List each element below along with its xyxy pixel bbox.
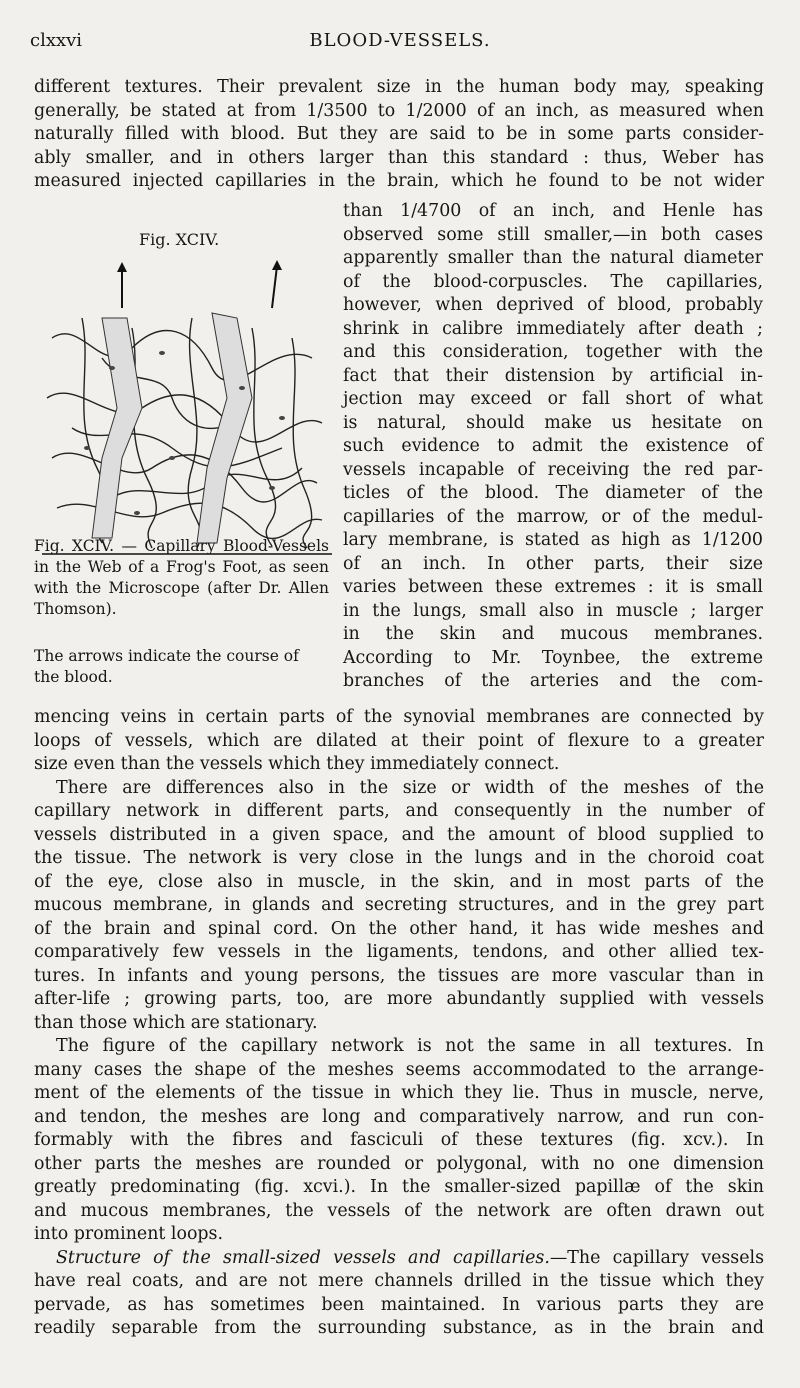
body-text	[34, 706, 764, 1341]
text-line: formably with the fibres and fasciculi of these textures (fig. xcv.). In	[34, 1130, 764, 1150]
paragraph-heading-line	[34, 1247, 764, 1271]
text-line: fact that their distension by artificial in-	[343, 365, 763, 386]
page-number: clxxvi	[30, 30, 83, 51]
text-line: ably smaller, and in others larger than this standard : thus, Weber has	[34, 147, 764, 168]
italic-run-in-heading: Structure of the small-sized vessels and capillaries.	[56, 1247, 550, 1268]
text-line: According to Mr. Toynbee, the extreme	[343, 647, 763, 668]
text-line: into prominent loops.	[34, 1224, 224, 1244]
text-line: ticles of the blood. The diameter of the	[343, 483, 763, 503]
text-line: readily separable from the surrounding substance, as in the brain and	[34, 1318, 764, 1338]
text-line: such evidence to admit the existence of	[343, 436, 763, 456]
text-line: vessels incapable of receiving the red par-	[343, 459, 763, 480]
text-line: measured injected capillaries in the brain, which he found to be not wider	[34, 171, 764, 191]
text-line: observed some still smaller,—in both cases	[343, 224, 763, 245]
text-line: varies between these extremes : it is small	[343, 577, 763, 597]
text-line: tures. In infants and young persons, the tissues are more vascular than in	[34, 965, 764, 986]
text-line: comparatively few vessels in the ligaments, tendons, and other allied tex-	[34, 942, 764, 962]
text-line: of the brain and spinal cord. On the other hand, it has wide meshes and	[34, 918, 764, 939]
text-line: capillaries of the marrow, or of the medul-	[343, 506, 763, 527]
text-line: generally, be stated at from 1/3500 to 1/2000 of an inch, as measured when	[34, 100, 764, 121]
text-line: apparently smaller than the natural diameter	[343, 248, 763, 268]
figure-caption-note: The arrows indicate the course of the blood.	[34, 647, 299, 686]
running-title: BLOOD-VESSELS.	[309, 30, 491, 51]
text-line: and tendon, the meshes are long and comparatively narrow, and run con-	[34, 1106, 764, 1127]
right-column-text	[343, 200, 763, 694]
text-line: pervade, as has sometimes been maintained. In various parts they are	[34, 1294, 764, 1315]
text-line: capillary network in different parts, and consequently in the number of	[34, 801, 764, 821]
text-line: vessels distributed in a given space, and the amount of blood supplied to	[34, 824, 764, 845]
text-line: other parts the meshes are rounded or polygonal, with no one dimension	[34, 1153, 764, 1174]
text-line: mucous membrane, in glands and secreting structures, and in the grey part	[34, 895, 764, 915]
text-line: of the blood-corpuscles. The capillaries,	[343, 271, 763, 292]
top-paragraph	[34, 76, 764, 194]
text-line: size even than the vessels which they immediately connect.	[34, 754, 560, 774]
text-line: than those which are stationary.	[34, 1012, 318, 1033]
text-line: The figure of the capillary network is not the same in all textures. In	[56, 1036, 764, 1056]
text-line: in the lungs, small also in muscle ; larger	[343, 600, 763, 621]
text-line: of the eye, close also in muscle, in the skin, and in most parts of the	[34, 871, 764, 892]
text-line: and this consideration, together with the	[343, 342, 763, 362]
text-line: greatly predominating (fig. xcvi.). In the smaller-sized papillæ of the skin	[34, 1177, 764, 1197]
text-line: of an inch. In other parts, their size	[343, 553, 763, 574]
text-line: in the skin and mucous membranes.	[343, 624, 763, 644]
text-line: shrink in calibre immediately after death ;	[343, 318, 763, 339]
text-line: lary membrane, is stated as high as 1/1200	[343, 530, 763, 550]
text-run: —The capillary vessels	[549, 1247, 764, 1268]
text-line: and mucous membranes, the vessels of the network are often drawn out	[34, 1200, 764, 1221]
text-line: There are differences also in the size or width of the meshes of the	[56, 777, 764, 798]
figure-caption: Fig. XCIV. — Capillary Blood-Vessels in the Web of a Frog's Foot, as seen with the Microscope (after Dr. Allen Thomson).	[34, 537, 329, 618]
text-line: mencing veins in certain parts of the synovial membranes are connected by	[34, 707, 764, 727]
capillary-network-illustration	[42, 258, 332, 558]
text-line: the tissue. The network is very close in the lungs and in the choroid coat	[34, 848, 764, 868]
text-line: naturally filled with blood. But they are said to be in some parts consider-	[34, 124, 764, 144]
running-header	[30, 26, 770, 54]
text-line: however, when deprived of blood, probably	[343, 295, 763, 315]
text-line: many cases the shape of the meshes seems accommodated to the arrange-	[34, 1059, 764, 1080]
text-line: after-life ; growing parts, too, are more abundantly supplied with vessels	[34, 989, 764, 1009]
figure-label: Fig. XCIV.	[139, 230, 220, 249]
text-line: is natural, should make us hesitate on	[343, 412, 763, 433]
text-line: ment of the elements of the tissue in which they lie. Thus in muscle, nerve,	[34, 1083, 764, 1103]
text-line: branches of the arteries and the com-	[343, 671, 763, 691]
text-line: than 1/4700 of an inch, and Henle has	[343, 201, 763, 221]
text-line: loops of vessels, which are dilated at their point of flexure to a greater	[34, 730, 764, 751]
text-line: have real coats, and are not mere channels drilled in the tissue which they	[34, 1271, 764, 1291]
figure-xciv	[34, 228, 334, 698]
text-line: different textures. Their prevalent size in the human body may, speaking	[34, 77, 764, 97]
text-line: jection may exceed or fall short of what	[343, 389, 763, 409]
